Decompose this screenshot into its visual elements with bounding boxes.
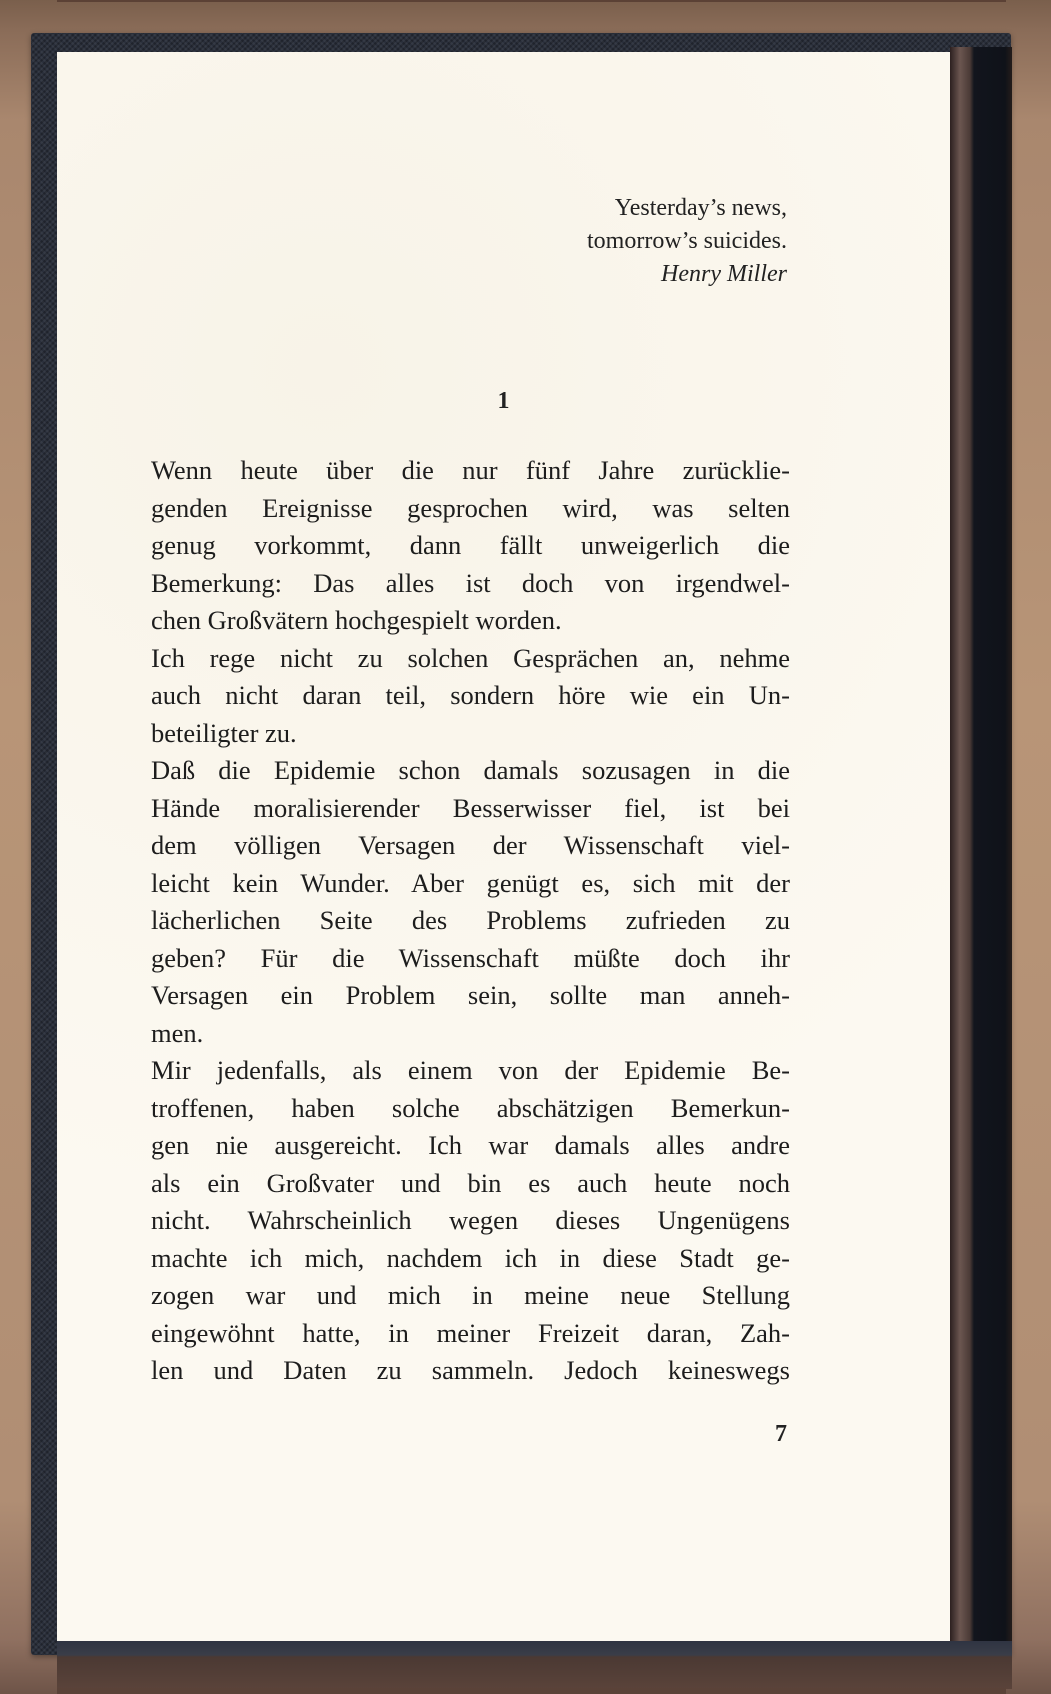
text-line: Hände moralisierender Besserwisser fiel, ist bei (151, 792, 790, 823)
text-line: Mir jedenfalls, als einem von der Epidemie Be- (151, 1055, 790, 1085)
text-line: gen nie ausgereicht. Ich war damals alles andre (151, 1130, 790, 1160)
book-page (57, 52, 950, 1641)
text-line: geben? Für die Wissenschaft müßte doch ihr (151, 942, 790, 973)
epigraph-line: tomorrow’s suicides. (587, 228, 787, 254)
book-edge-right (950, 47, 1012, 1641)
epigraph-line: Yesterday’s news, (614, 195, 787, 221)
text-line: genug vorkommt, dann fällt unweigerlich die (151, 530, 790, 560)
text-line: men. (151, 1017, 204, 1048)
text-line: lächerlichen Seite des Problems zufrieden zu (151, 905, 790, 935)
text-line: nicht. Wahrscheinlich wegen dieses Ungenügens (151, 1205, 790, 1235)
text-line: Wenn heute über die nur fünf Jahre zurücklie- (151, 455, 790, 485)
page-number: 7 (775, 1421, 787, 1447)
text-line: troffenen, haben solche abschätzigen Bemerkun- (151, 1092, 790, 1123)
text-line: chen Großvätern hochgespielt worden. (151, 605, 562, 635)
text-line: beteiligter zu. (151, 717, 297, 748)
text-line: auch nicht daran teil, sondern höre wie ein Un- (151, 680, 790, 710)
text-line: Ich rege nicht zu solchen Gesprächen an, nehme (151, 642, 790, 673)
book-edge-bottom (57, 1641, 1012, 1689)
body-text (151, 452, 790, 1390)
text-line: Daß die Epidemie schon damals sozusagen in die (151, 755, 790, 785)
text-line: zogen war und mich in meine neue Stellung (151, 1280, 790, 1310)
chapter-number: 1 (497, 388, 510, 414)
text-line: dem völligen Versagen der Wissenschaft viel- (151, 830, 790, 860)
text-line: eingewöhnt hatte, in meiner Freizeit daran, Zah- (151, 1317, 790, 1348)
text-line: len und Daten zu sammeln. Jedoch keineswegs (151, 1355, 790, 1385)
background-strip-bottom (57, 1688, 1006, 1694)
text-line: machte ich mich, nachdem ich in diese Stadt ge- (151, 1242, 790, 1273)
text-line: genden Ereignisse gesprochen wird, was selten (151, 492, 790, 523)
text-line: Bemerkung: Das alles ist doch von irgendwel- (151, 567, 790, 598)
text-line: als ein Großvater und bin es auch heute noch (151, 1167, 790, 1198)
epigraph (587, 192, 787, 291)
text-line: Versagen ein Problem sein, sollte man anneh- (151, 980, 790, 1010)
epigraph-author: Henry Miller (661, 261, 787, 287)
text-line: leicht kein Wunder. Aber genügt es, sich mit der (151, 867, 790, 898)
background-strip-top (57, 0, 1006, 2)
